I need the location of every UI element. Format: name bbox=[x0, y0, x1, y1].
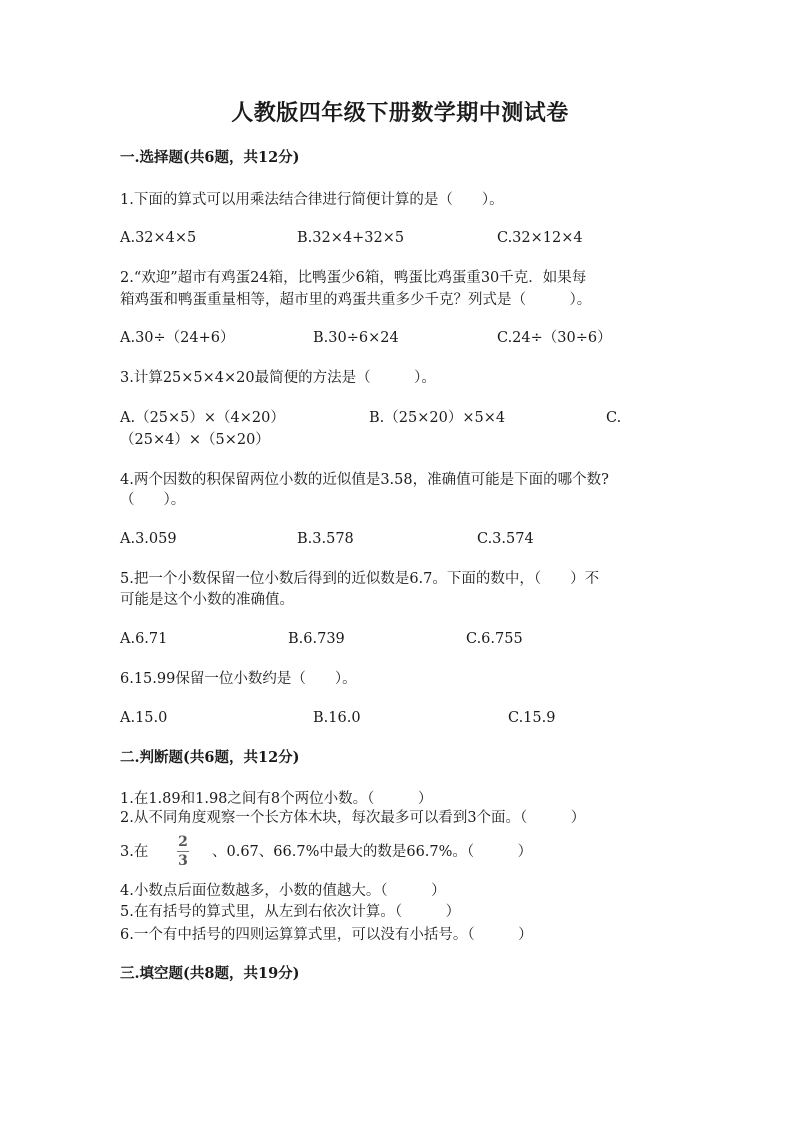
choice-q5-stem-line2: 可能是这个小数的准确值。 bbox=[120, 592, 294, 608]
section-heading-choice: 一.选择题(共6题，共12分) bbox=[120, 149, 300, 166]
choice-q6-option-c: C.15.9 bbox=[508, 710, 556, 726]
choice-q1-option-c: C.32×12×4 bbox=[497, 230, 583, 246]
choice-q3-option-a: A.（25×5）×（4×20） bbox=[120, 410, 285, 426]
choice-q2-stem-line1: 2.“欢迎”超市有鸡蛋24箱，比鸭蛋少6箱，鸭蛋比鸡蛋重30千克．如果每 bbox=[120, 270, 587, 286]
choice-q5-option-b: B.6.739 bbox=[288, 631, 345, 647]
fraction-bar bbox=[177, 851, 189, 852]
choice-q5-option-a: A.6.71 bbox=[120, 631, 168, 647]
fraction-two-thirds bbox=[175, 834, 191, 869]
judge-q3-prefix: 3.在 bbox=[120, 844, 149, 860]
choice-q4-option-b: B.3.578 bbox=[297, 531, 354, 547]
judge-q4: 4.小数点后面位数越多，小数的值越大。（ ） bbox=[120, 883, 446, 899]
choice-q3-option-b: B.（25×20）×5×4 bbox=[369, 410, 506, 426]
page-title: 人教版四年级下册数学期中测试卷 bbox=[231, 100, 569, 126]
judge-q2: 2.从不同角度观察一个长方体木块，每次最多可以看到3个面。（ ） bbox=[120, 810, 586, 826]
choice-q4-option-a: A.3.059 bbox=[120, 531, 177, 547]
choice-q1-option-a: A.32×4×5 bbox=[120, 230, 197, 246]
choice-q3-option-c-body: （25×4）×（5×20） bbox=[120, 432, 270, 448]
fraction-denominator: 3 bbox=[178, 853, 188, 869]
choice-q2-stem-line2: 箱鸡蛋和鸭蛋重量相等，超市里的鸡蛋共重多少千克？列式是（ ）。 bbox=[120, 292, 592, 308]
judge-q3-rest: 、0.67、66.7%中最大的数是66.7%。（ ） bbox=[212, 844, 533, 860]
choice-q3-stem: 3.计算25×5×4×20最简便的方法是（ ）。 bbox=[120, 370, 436, 386]
choice-q5-option-c: C.6.755 bbox=[466, 631, 523, 647]
choice-q5-stem-line1: 5.把一个小数保留一位小数后得到的近似数是6.7。下面的数中，（ ）不 bbox=[120, 571, 600, 587]
choice-q4-stem-line1: 4.两个因数的积保留两位小数的近似值是3.58，准确值可能是下面的哪个数? bbox=[120, 472, 609, 488]
judge-q5: 5.在有括号的算式里，从左到右依次计算。（ ） bbox=[120, 904, 461, 920]
choice-q2-option-a: A.30÷（24+6） bbox=[120, 330, 235, 346]
judge-q6: 6.一个有中括号的四则运算算式里，可以没有小括号。（ ） bbox=[120, 927, 533, 943]
choice-q3-option-c: C. bbox=[606, 410, 622, 426]
fraction-numerator: 2 bbox=[178, 834, 188, 850]
choice-q4-stem-line2: （ ）。 bbox=[120, 492, 186, 508]
choice-q4-option-c: C.3.574 bbox=[477, 531, 534, 547]
choice-q2-option-c: C.24÷（30÷6） bbox=[497, 330, 612, 346]
choice-q2-option-b: B.30÷6×24 bbox=[313, 330, 399, 346]
choice-q1-option-b: B.32×4+32×5 bbox=[297, 230, 405, 246]
section-heading-fill: 三.填空题(共8题，共19分) bbox=[120, 965, 300, 982]
choice-q6-option-a: A.15.0 bbox=[120, 710, 168, 726]
choice-q6-option-b: B.16.0 bbox=[313, 710, 361, 726]
section-heading-judge: 二.判断题(共6题，共12分) bbox=[120, 749, 300, 766]
judge-q1: 1.在1.89和1.98之间有8个两位小数。（ ） bbox=[120, 791, 433, 807]
choice-q1-stem: 1.下面的算式可以用乘法结合律进行简便计算的是（ ）。 bbox=[120, 192, 504, 208]
choice-q6-stem: 6.15.99保留一位小数约是（ ）。 bbox=[120, 671, 357, 687]
